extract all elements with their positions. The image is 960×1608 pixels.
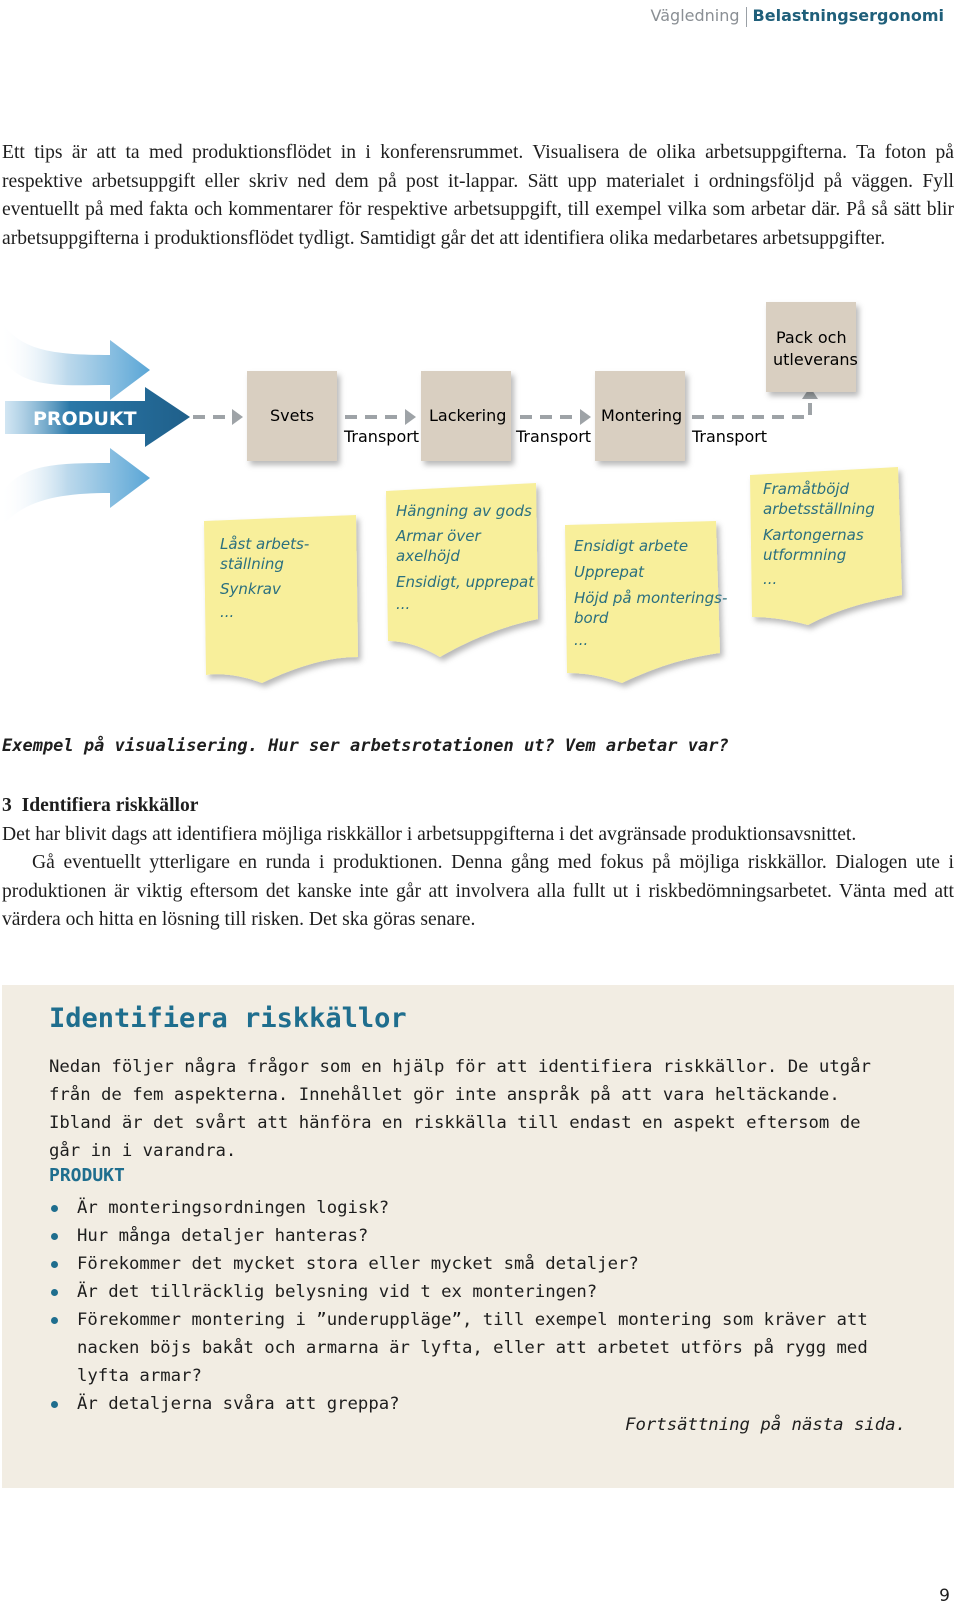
section-3-title: Identifiera riskkällor xyxy=(21,795,199,816)
page-header xyxy=(651,6,944,27)
section-3-heading xyxy=(2,792,954,821)
diagram-caption: Exempel på visualisering. Hur ser arbetsrotationen ut? Vem arbetar var? xyxy=(2,736,729,756)
header-divider xyxy=(746,7,747,27)
note-3-line-3: Höjd på monterings- xyxy=(574,589,728,607)
note-3-line-5: ... xyxy=(574,631,589,649)
note-2-line-5: ... xyxy=(396,595,411,613)
note-1-line-3: Synkrav xyxy=(220,580,281,598)
list-item: Är detaljerna svåra att greppa? xyxy=(49,1390,909,1418)
note-1-line-2: ställning xyxy=(220,555,284,573)
step-card-pack xyxy=(766,302,856,392)
section-3 xyxy=(2,792,954,935)
step-label-pack-line2: utleverans xyxy=(773,350,858,369)
note-2-line-2: Armar över xyxy=(396,527,481,545)
step-label-svets: Svets xyxy=(270,406,315,425)
step-label-lackering: Lackering xyxy=(429,406,507,425)
note-4-line-5: ... xyxy=(763,570,778,588)
product-label: PRODUKT xyxy=(33,408,137,430)
blue-streak-bottom xyxy=(0,448,150,530)
transport-label-1: Transport xyxy=(344,427,420,446)
page-number: 9 xyxy=(939,1586,950,1606)
note-3-line-1: Ensidigt arbete xyxy=(574,537,689,555)
header-title: Belastningsergonomi xyxy=(752,6,944,25)
note-3-line-4: bord xyxy=(574,609,609,627)
infobox-intro: Nedan följer några frågor som en hjälp för att identifiera riskkällor. De utgår från de fem aspekterna. Innehållet gör inte anspråk på att vara heltäckande. Ibland är det svårt att hänföra en riskkälla till endast en aspekt eftersom de går in i varandra. xyxy=(49,1057,871,1161)
infobox-subheading: PRODUKT xyxy=(49,1165,125,1186)
list-item: Är monteringsordningen logisk? xyxy=(49,1194,909,1222)
continued-note: Fortsättning på nästa sida. xyxy=(625,1415,906,1435)
intro-paragraph: Ett tips är att ta med produktionsflödet in i konferensrummet. Visualisera de olika arbetsuppgifterna. Ta foton på respektive arbetsuppgift eller skriv ned dem på post it-lappar. Sätt upp materialet i ordningsföljd på väggen. Fyll eventuellt på med fakta och kommentarer för respektive arbetsuppgift, till exempel vilka som arbetar där. På så sätt blir arbetsuppgifterna i produktionsflödet tydligt. Samtidigt går det att identifiera olika medarbetares arbetsuppgifter. xyxy=(2,142,954,249)
blue-streak-top xyxy=(0,320,150,400)
question-list xyxy=(49,1194,909,1418)
list-item: Hur många detaljer hanteras? xyxy=(49,1222,909,1250)
note-2-line-3: axelhöjd xyxy=(396,547,460,565)
note-1-line-1: Låst arbets- xyxy=(220,535,310,553)
riskkallor-infobox xyxy=(2,985,954,1488)
production-flow-diagram xyxy=(0,295,960,715)
note-3-line-2: Upprepat xyxy=(574,563,645,581)
note-2-line-1: Hängning av gods xyxy=(396,502,532,520)
section-3-paragraph-2: Gå eventuellt ytterligare en runda i produktionen. Denna gång med fokus på möjliga riskkällor. Dialogen ute i produktionen är viktig eftersom det kanske inte går att involvera alla fullt ut i riskbedömningsarbetet. Vänta med att värdera och hitta en lösning till risken. Det ska göras senare. xyxy=(2,852,954,930)
step-label-pack-line1: Pack och xyxy=(776,328,847,347)
infobox-title: Identifiera riskkällor xyxy=(49,1003,407,1034)
list-item: Förekommer det mycket stora eller mycket små detaljer? xyxy=(49,1250,909,1278)
note-1-line-4: ... xyxy=(220,603,235,621)
section-3-number: 3 xyxy=(2,795,12,816)
list-item: Är det tillräcklig belysning vid t ex monteringen? xyxy=(49,1278,909,1306)
note-4-line-4: utformning xyxy=(763,546,847,564)
list-item: Förekommer montering i ”underuppläge”, till exempel montering som kräver att nacken böjs bakåt och armarna är lyfta, eller att arbetet utförs på rygg med lyfta armar? xyxy=(49,1306,909,1390)
section-3-paragraph-1: Det har blivit dags att identifiera möjliga riskkällor i arbetsuppgifterna i det avgränsade produktionsavsnittet. xyxy=(2,823,857,845)
note-4-line-3: Kartongernas xyxy=(763,526,864,544)
note-2-line-4: Ensidigt, upprepat xyxy=(396,573,535,591)
header-section: Vägledning xyxy=(650,6,740,25)
step-label-montering: Montering xyxy=(601,406,683,425)
note-4-line-2: arbetsställning xyxy=(763,500,875,518)
note-4-line-1: Framåtböjd xyxy=(763,480,850,498)
transport-label-3: Transport xyxy=(692,427,768,446)
transport-label-2: Transport xyxy=(516,427,592,446)
